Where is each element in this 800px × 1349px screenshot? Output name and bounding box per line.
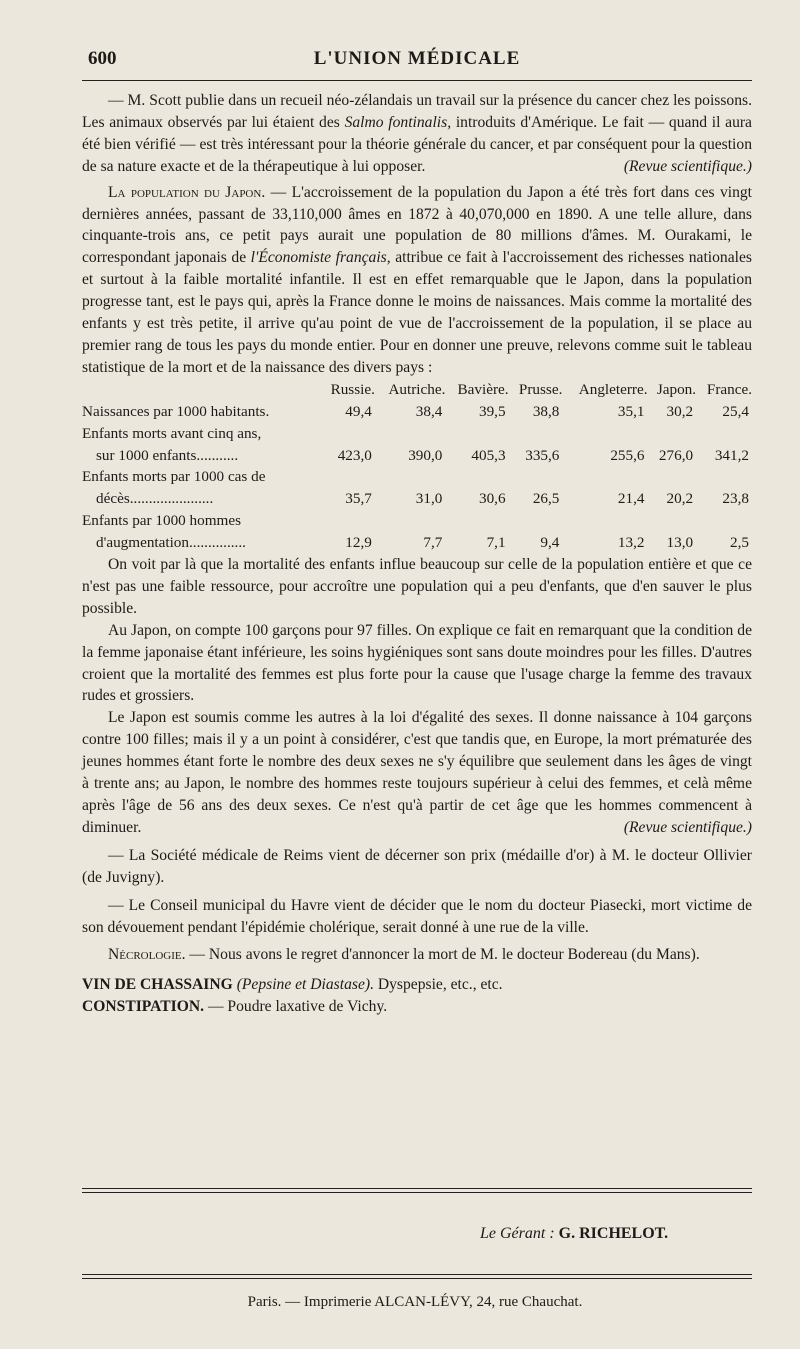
table-column-header: France. xyxy=(706,380,752,398)
table-cell: 423,0 xyxy=(337,446,372,464)
footer-rule-bottom-2 xyxy=(82,1278,752,1279)
table-column-header: Russie. xyxy=(330,380,375,398)
advert-vin xyxy=(82,974,752,996)
statistics-table xyxy=(82,379,752,554)
table-cell: 35,7 xyxy=(345,490,372,508)
table-row-label xyxy=(82,510,752,532)
table-cell: 13,2 xyxy=(617,534,645,552)
gerant-line xyxy=(480,1225,668,1243)
necrologie-heading: Nécrologie. xyxy=(108,946,186,964)
constipation-rest: — Poudre laxative de Vichy. xyxy=(207,998,388,1016)
table-column-header: Bavière. xyxy=(457,380,509,398)
scott-citation: (Revue scientifique.) xyxy=(623,157,752,175)
paragraph-after-table-2: Au Japon, on compte 100 garçons pour 97 filles. On explique ce fait en remarquant que la condition de la femme japonaise étant inférieure, les soins hygiéniques sont sans doute moindres pour les filles. D'autres croient que la mortalité des femmes est plus forte pour la cause que l'usage charge la femme des travaux rudes et grossiers. xyxy=(82,621,752,705)
table-header-blank xyxy=(82,379,320,401)
table-cell: 35,1 xyxy=(617,402,645,420)
gerant-name: G. RICHELOT. xyxy=(558,1225,669,1242)
table-cell: 255,6 xyxy=(610,446,645,464)
table-row-label-cell: sur 1000 enfants........... xyxy=(96,446,239,464)
scott-text-1: — M. Scott publie dans un recueil néo-zélandais un travail sur la présence du cancer chez les poissons. Les animaux observés par lui étaient des xyxy=(82,92,752,131)
table-row-label-text: Enfants par 1000 hommes xyxy=(82,512,242,530)
table-cell: 335,6 xyxy=(525,446,560,464)
necrologie-text: — Nous avons le regret d'annoncer la mort de M. le docteur Bodereau (du Mans). xyxy=(189,946,700,964)
footer-rule-top-2 xyxy=(82,1192,752,1193)
scott-text-2: introduits d'Amérique. Le fait — quand il aura été bien vérifié — est très intéressant pour la théorie générale du cancer, et par conséquent pour la question de sa nature exacte et de la thérapeutique à lui opposer. xyxy=(82,113,752,175)
paragraph-scott xyxy=(82,90,752,178)
table-row xyxy=(82,532,752,554)
table-cell: 341,2 xyxy=(714,446,749,464)
gerant-label: Le Gérant : xyxy=(480,1225,555,1242)
table-row-label-cell: d'augmentation............... xyxy=(96,534,246,552)
table-cell: 20,2 xyxy=(666,490,694,508)
advert-constipation xyxy=(82,996,752,1018)
paragraph-necrologie xyxy=(82,944,752,966)
footer-rule-bottom xyxy=(82,1274,752,1275)
table-cell: 38,4 xyxy=(415,402,443,420)
japon-text-1: — L'accroissement de la population du Japon a été très fort dans ces vingt dernières années, passant de 33,110,000 âmes en 1872 à 40,070,000 en 1890. A une telle allure, dans cinquante-trois ans, ce petit pays aurait une population de 80 millions d'âmes. M. Ourakami, le correspondant japonais de xyxy=(82,183,752,267)
table-column-header: Angleterre. xyxy=(578,380,648,398)
table-cell: 21,4 xyxy=(617,490,645,508)
table-cell: 2,5 xyxy=(730,534,749,552)
after-table-3-text: Le Japon est soumis comme les autres à la loi d'égalité des sexes. Il donne naissance à 104 garçons contre 100 filles; mais il y a un point à considérer, c'est que tandis que, en Europe, la mort prématurée des jeunes hommes étant forte le nombre des deux sexes ne s'y équilibre que seulement dans les âges de vingt à trente ans; au Japon, le nombre des hommes reste toujours supérieur à celui des femmes, et celà même après l'âge de 56 ans des deux sexes. Ce n'est qu'à partir de cet âge que les hommes commencent à diminuer. xyxy=(82,709,752,836)
japon-heading: La population du Japon. xyxy=(108,183,266,201)
footer-rule-top xyxy=(82,1188,752,1189)
table-header-row xyxy=(82,379,752,401)
table-cell: 25,4 xyxy=(722,402,749,420)
table-row xyxy=(82,401,752,423)
after-table-citation: (Revue scientifique.) xyxy=(623,818,752,836)
table-cell: 13,0 xyxy=(666,534,694,552)
table-row-label-text: Enfants morts avant cinq ans, xyxy=(82,424,262,442)
article-body xyxy=(82,90,752,1018)
vin-rest: Dyspepsie, etc., etc. xyxy=(377,976,503,994)
table-cell: 23,8 xyxy=(722,490,749,508)
page-header xyxy=(82,44,752,74)
vin-paren: (Pepsine et Diastase). xyxy=(236,976,374,994)
table-cell: 30,6 xyxy=(478,490,506,508)
table-cell: 31,0 xyxy=(415,490,443,508)
table-cell: 49,4 xyxy=(345,402,372,420)
table-cell: 7,1 xyxy=(486,534,506,552)
table-cell: 7,7 xyxy=(423,534,443,552)
paragraph-after-table-3 xyxy=(82,707,752,838)
table-cell: 405,3 xyxy=(471,446,506,464)
constipation-title: CONSTIPATION. xyxy=(82,998,205,1016)
table-row-label xyxy=(82,423,752,445)
table-row xyxy=(82,445,752,467)
table-cell: 38,8 xyxy=(532,402,560,420)
table-cell: 9,4 xyxy=(540,534,560,552)
table-cell: 390,0 xyxy=(408,446,443,464)
paragraph-havre: — Le Conseil municipal du Havre vient de décider que le nom du docteur Piasecki, mort victime de son dévouement pendant l'épidémie cholérique, serait donné à une rue de la ville. xyxy=(82,896,752,936)
table-row-label xyxy=(82,466,752,488)
paragraph-reims: — La Société médicale de Reims vient de décerner son prix (médaille d'or) à M. le docteur Ollivier (de Juvigny). xyxy=(82,846,752,886)
journal-title: L'UNION MÉDICALE xyxy=(313,48,521,69)
vin-title: VIN DE CHASSAING xyxy=(82,976,233,994)
japon-journal: l'Économiste français, xyxy=(250,249,391,267)
table-row-label-cell: décès...................... xyxy=(96,490,214,508)
paragraph-japon xyxy=(82,182,752,379)
table-cell: 276,0 xyxy=(658,446,694,464)
table-cell: 39,5 xyxy=(478,402,506,420)
paragraph-after-table-1: On voit par là que la mortalité des enfants influe beaucoup sur celle de la population entière et que ce n'est pas une faible ressource, pour accroître une population qui a peu d'enfants, que d'en sauver le plus possible. xyxy=(82,556,752,617)
table-column-header: Autriche. xyxy=(388,380,446,398)
header-rule xyxy=(82,80,752,81)
table-row-label-text: Enfants morts par 1000 cas de xyxy=(82,468,266,486)
japon-text-2: attribue ce fait à l'accroissement des richesses nationales et surtout à la faible mortalité infantile. Il est en effet remarquable que le Japon, dans la population progresse tant, est le pays qui, après la France donne le moins de naissances. Mais comme la mortalité des enfants y est très petite, il arrive qu'au point de vue de l'accroissement de la population, il se place au premier rang de tous les pays du monde entier. Pour en donner une preuve, relevons comme suit le tableau statistique de la mort et de la naissance des divers pays : xyxy=(82,249,752,376)
table-column-header: Prusse. xyxy=(518,380,563,398)
table-cell: 30,2 xyxy=(666,402,694,420)
printer-imprint: Paris. — Imprimerie ALCAN-LÉVY, 24, rue Chauchat. xyxy=(247,1294,583,1310)
table-cell: 12,9 xyxy=(345,534,372,552)
table-row xyxy=(82,488,752,510)
table-cell: 26,5 xyxy=(532,490,560,508)
table-column-header: Japon. xyxy=(656,380,697,398)
page-number: 600 xyxy=(88,48,117,69)
table-row-label-cell: Naissances par 1000 habitants. xyxy=(82,402,270,420)
scott-species: Salmo fontinalis, xyxy=(344,113,452,131)
